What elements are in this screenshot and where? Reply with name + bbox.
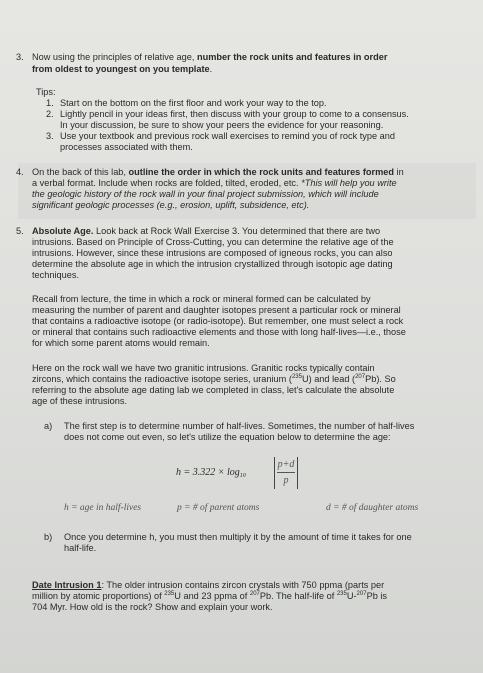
equation-bracket (274, 457, 298, 489)
lead-207-superscript: 207 (355, 374, 366, 380)
q3-line1 (32, 52, 387, 63)
date1-sup-207-a: 207 (249, 591, 260, 597)
q5-para1-line1: Look back at Rock Wall Exercise 3. You determined that there are two (93, 226, 381, 236)
q5-para2-line5: for which some parent atoms would remain. (32, 338, 210, 348)
q5-para1-line4: determine the absolute age in which the intrusion crystallized through isotopic age dating (32, 259, 393, 269)
q5-para3-line2-b: U) and lead ( (301, 374, 356, 384)
step-b-line1: Once you determine h, you must then multiply it by the amount of time it takes for one (64, 532, 412, 542)
date1-sup-207-b: 207 (356, 591, 367, 597)
date-intrusion-1-line3: 704 Myr. How old is the rock? Show and explain your work. (32, 602, 273, 612)
date1-line2-e: Pb is (366, 591, 387, 601)
step-a-line1: The first step is to determine number of half-lives. Sometimes, the number of half-lives (64, 421, 415, 431)
q5-para3-line2-a: zircons, which contains the radioactive isotope series, uranium ( (32, 374, 292, 384)
q5-para1-line5: techniques. (32, 270, 79, 280)
date-intrusion-1-line1-text: : The older intrusion contains zircon crystals with 750 ppma (parts per (101, 580, 385, 590)
fraction-bar (277, 472, 295, 473)
q4-line2-plain: a verbal format. Include when rocks are folded, tilted, eroded, etc. (32, 178, 302, 188)
q3-line2-end: . (209, 64, 213, 74)
q5-para3-line2 (32, 374, 396, 385)
q5-line1 (32, 226, 380, 237)
date1-sup-235-b: 235 (336, 591, 347, 597)
q3-line2 (32, 64, 212, 75)
q5-para3-line2-c: Pb). So (365, 374, 396, 384)
step-a-label: a) (44, 421, 53, 431)
tip-1-line-1: Start on the bottom on the first floor and work your way to the top. (60, 98, 327, 108)
date1-line2-a: million by atomic proportions) of (32, 591, 165, 601)
q5-para2-line2: measuring the number of parent and daughter isotopes present a particular rock or mineral (32, 305, 401, 315)
q5-para1-line3: intrusions. However, since these intrusions are composed of igneous rocks, you can also (32, 248, 393, 258)
q3-line2-bold: from oldest to youngest on you template (32, 64, 210, 74)
q5-para2-line4: or mineral that contains such radioactive elements and those with long half-lives—i.e., those (32, 327, 406, 337)
definition-h: h = age in half-lives (64, 503, 142, 513)
q4-line2 (32, 178, 397, 189)
q5-para2-line1: Recall from lecture, the time in which a rock or mineral formed can be calculated by (32, 294, 371, 304)
q5-title: Absolute Age. (32, 226, 94, 236)
q4-line1-bold: outline the order in which the rock units and features formed (128, 167, 394, 177)
q4-line1-plain: On the back of this lab, (32, 167, 129, 177)
tip-3-line-1: Use your textbook and previous rock wall exercises to remind you of rock type and (60, 131, 395, 141)
step-b-label: b) (44, 532, 53, 542)
step-a-line2: does not come out even, so let's utilize the equation below to determine the age: (64, 432, 391, 442)
date1-sup-235-a: 235 (164, 591, 175, 597)
tip-2-line-2: In your discussion, be sure to show your peers the evidence for your reasoning. (60, 120, 384, 130)
q3-number: 3. (16, 52, 24, 62)
definition-d: d = # of daughter atoms (326, 503, 419, 513)
q3-line1-bold: number the rock units and features in order (196, 52, 388, 62)
tip-3-line-2: processes associated with them. (60, 142, 193, 152)
tip-1-number: 1. (46, 98, 54, 108)
q4-line2-italic: *This will help you write (301, 178, 397, 188)
date1-line2-c: Pb. The half-life of (259, 591, 337, 601)
q5-para3-line4: age of these intrusions. (32, 396, 127, 406)
date-intrusion-1-label: Date Intrusion 1 (32, 580, 102, 590)
half-life-equation (176, 455, 296, 495)
q5-para3-line3: referring to the absolute age dating lab we completed in class, let's calculate the absolute (32, 385, 395, 395)
q5-para3-line1: Here on the rock wall we have two granitic intrusions. Granitic rocks typically contain (32, 363, 375, 373)
q4-number: 4. (16, 167, 24, 177)
date-intrusion-1-line2 (32, 591, 387, 602)
date1-line2-d: U- (346, 591, 357, 601)
q4-line1 (32, 167, 404, 178)
q3-line1-plain: Now using the principles of relative age, (32, 52, 197, 62)
step-b-line2: half-life. (64, 543, 97, 553)
q5-para1-line2: intrusions. Based on Principle of Cross-Cutting, you can determine the relative age of the (32, 237, 394, 247)
q4-line3: the geologic history of the rock wall in your final project submission, which will include (32, 189, 379, 199)
date-intrusion-1-line1 (32, 580, 384, 591)
tip-3-number: 3. (46, 131, 54, 141)
q5-number: 5. (16, 226, 24, 236)
equation-numerator: p+d (277, 459, 295, 470)
q4-line1-end: in (393, 167, 404, 177)
date1-line2-b: U and 23 ppma of (174, 591, 250, 601)
tip-2-line-1: Lightly pencil in your ideas first, then discuss with your group to come to a consensus. (60, 109, 409, 119)
tip-2-number: 2. (46, 109, 54, 119)
equation-lhs (176, 467, 246, 479)
definition-p: p = # of parent atoms (177, 503, 260, 513)
log-base-subscript: 10 (239, 473, 246, 479)
tips-label: Tips: (36, 87, 56, 97)
q5-para2-line3: that contains a radioactive isotope (or radio-isotope). But remember, one must select a rock (32, 316, 404, 326)
q4-line4: significant geologic processes (e.g., erosion, uplift, subsidence, etc). (32, 200, 310, 210)
equation-lhs-text: h = 3.322 × log (176, 467, 240, 478)
uranium-235-superscript: 235 (291, 374, 302, 380)
equation-denominator: p (283, 475, 289, 486)
